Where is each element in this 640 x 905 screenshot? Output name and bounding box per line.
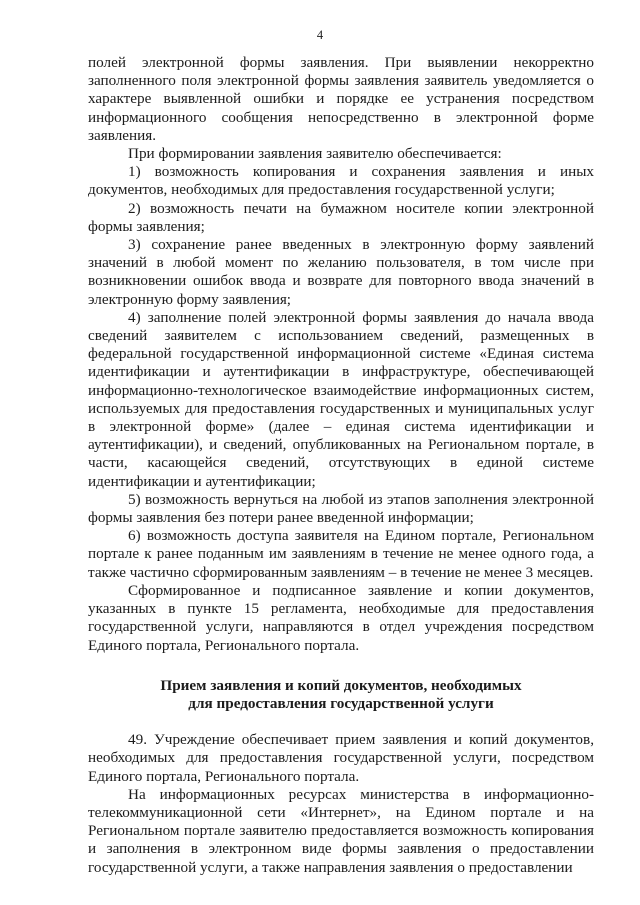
paragraph: На информационных ресурсах министерства в информационно-телекоммуникационной сети «Интернет», на Едином портале и на Региональном портале заявителю предоставляется возможность копирования и заполнения в электронном виде формы заявления о предоставлении государственной услуги, а также направления заявления о предоставлении — [88, 785, 594, 876]
paragraph: 5) возможность вернуться на любой из этапов заполнения электронной формы заявления без потери ранее введенной информации; — [88, 490, 594, 527]
paragraph: Сформированное и подписанное заявление и копии документов, указанных в пункте 15 регламента, необходимые для предоставления государственной услуги, направляются в отдел учреждения посредством Единого портала, Регионального портала. — [88, 581, 594, 654]
heading-line-2: для предоставления государственной услуги — [188, 694, 494, 712]
document-body — [88, 54, 594, 877]
page-number: 4 — [316, 28, 324, 42]
paragraph: 6) возможность доступа заявителя на Едином портале, Региональном портале к ранее поданным им заявлениям в течение не менее одного года, а также частично сформированным заявлениям – в течение не менее 3 месяцев. — [88, 527, 594, 581]
paragraph: 3) сохранение ранее введенных в электронную форму заявлений значений в любой момент по желанию пользователя, в том числе при возникновении ошибок ввода и возврате для повторного ввода значений в электронную форму заявления; — [88, 236, 594, 308]
paragraph: 49. Учреждение обеспечивает прием заявления и копий документов, необходимых для предоставления государственной услуги, посредством Единого портала, Регионального портала. — [88, 731, 594, 785]
paragraph: 4) заполнение полей электронной формы заявления до начала ввода сведений заявителем с использованием сведений, размещенных в федеральной государственной информационной системе «Единая система идентификации и аутентификации в инфраструктуре, обеспечивающей информационно-технологическое взаимодействие информационных систем, используемых для предоставления государственных и муниципальных услуг в электронной форме» (далее – единая система идентификации и аутентификации), и сведений, опубликованных на Региональном портале, в части, касающейся сведений, отсутствующих в единой системе идентификации и аутентификации; — [88, 308, 594, 490]
paragraph: полей электронной формы заявления. При выявлении некорректно заполненного поля электронной формы заявления заявитель уведомляется о характере выявленной ошибки и порядке ее устранения посредством информационного сообщения непосредственно в электронной форме заявления. — [88, 54, 594, 144]
paragraphs-before — [88, 54, 594, 655]
paragraph: 2) возможность печати на бумажном носителе копии электронной формы заявления; — [88, 199, 594, 235]
paragraph: 1) возможность копирования и сохранения заявления и иных документов, необходимых для предоставления государственной услуги; — [88, 163, 594, 199]
paragraph: При формировании заявления заявителю обеспечивается: — [128, 145, 502, 163]
heading-line-1: Прием заявления и копий документов, необходимых — [160, 676, 522, 694]
section-heading — [88, 677, 594, 713]
paragraphs-after — [88, 731, 594, 877]
